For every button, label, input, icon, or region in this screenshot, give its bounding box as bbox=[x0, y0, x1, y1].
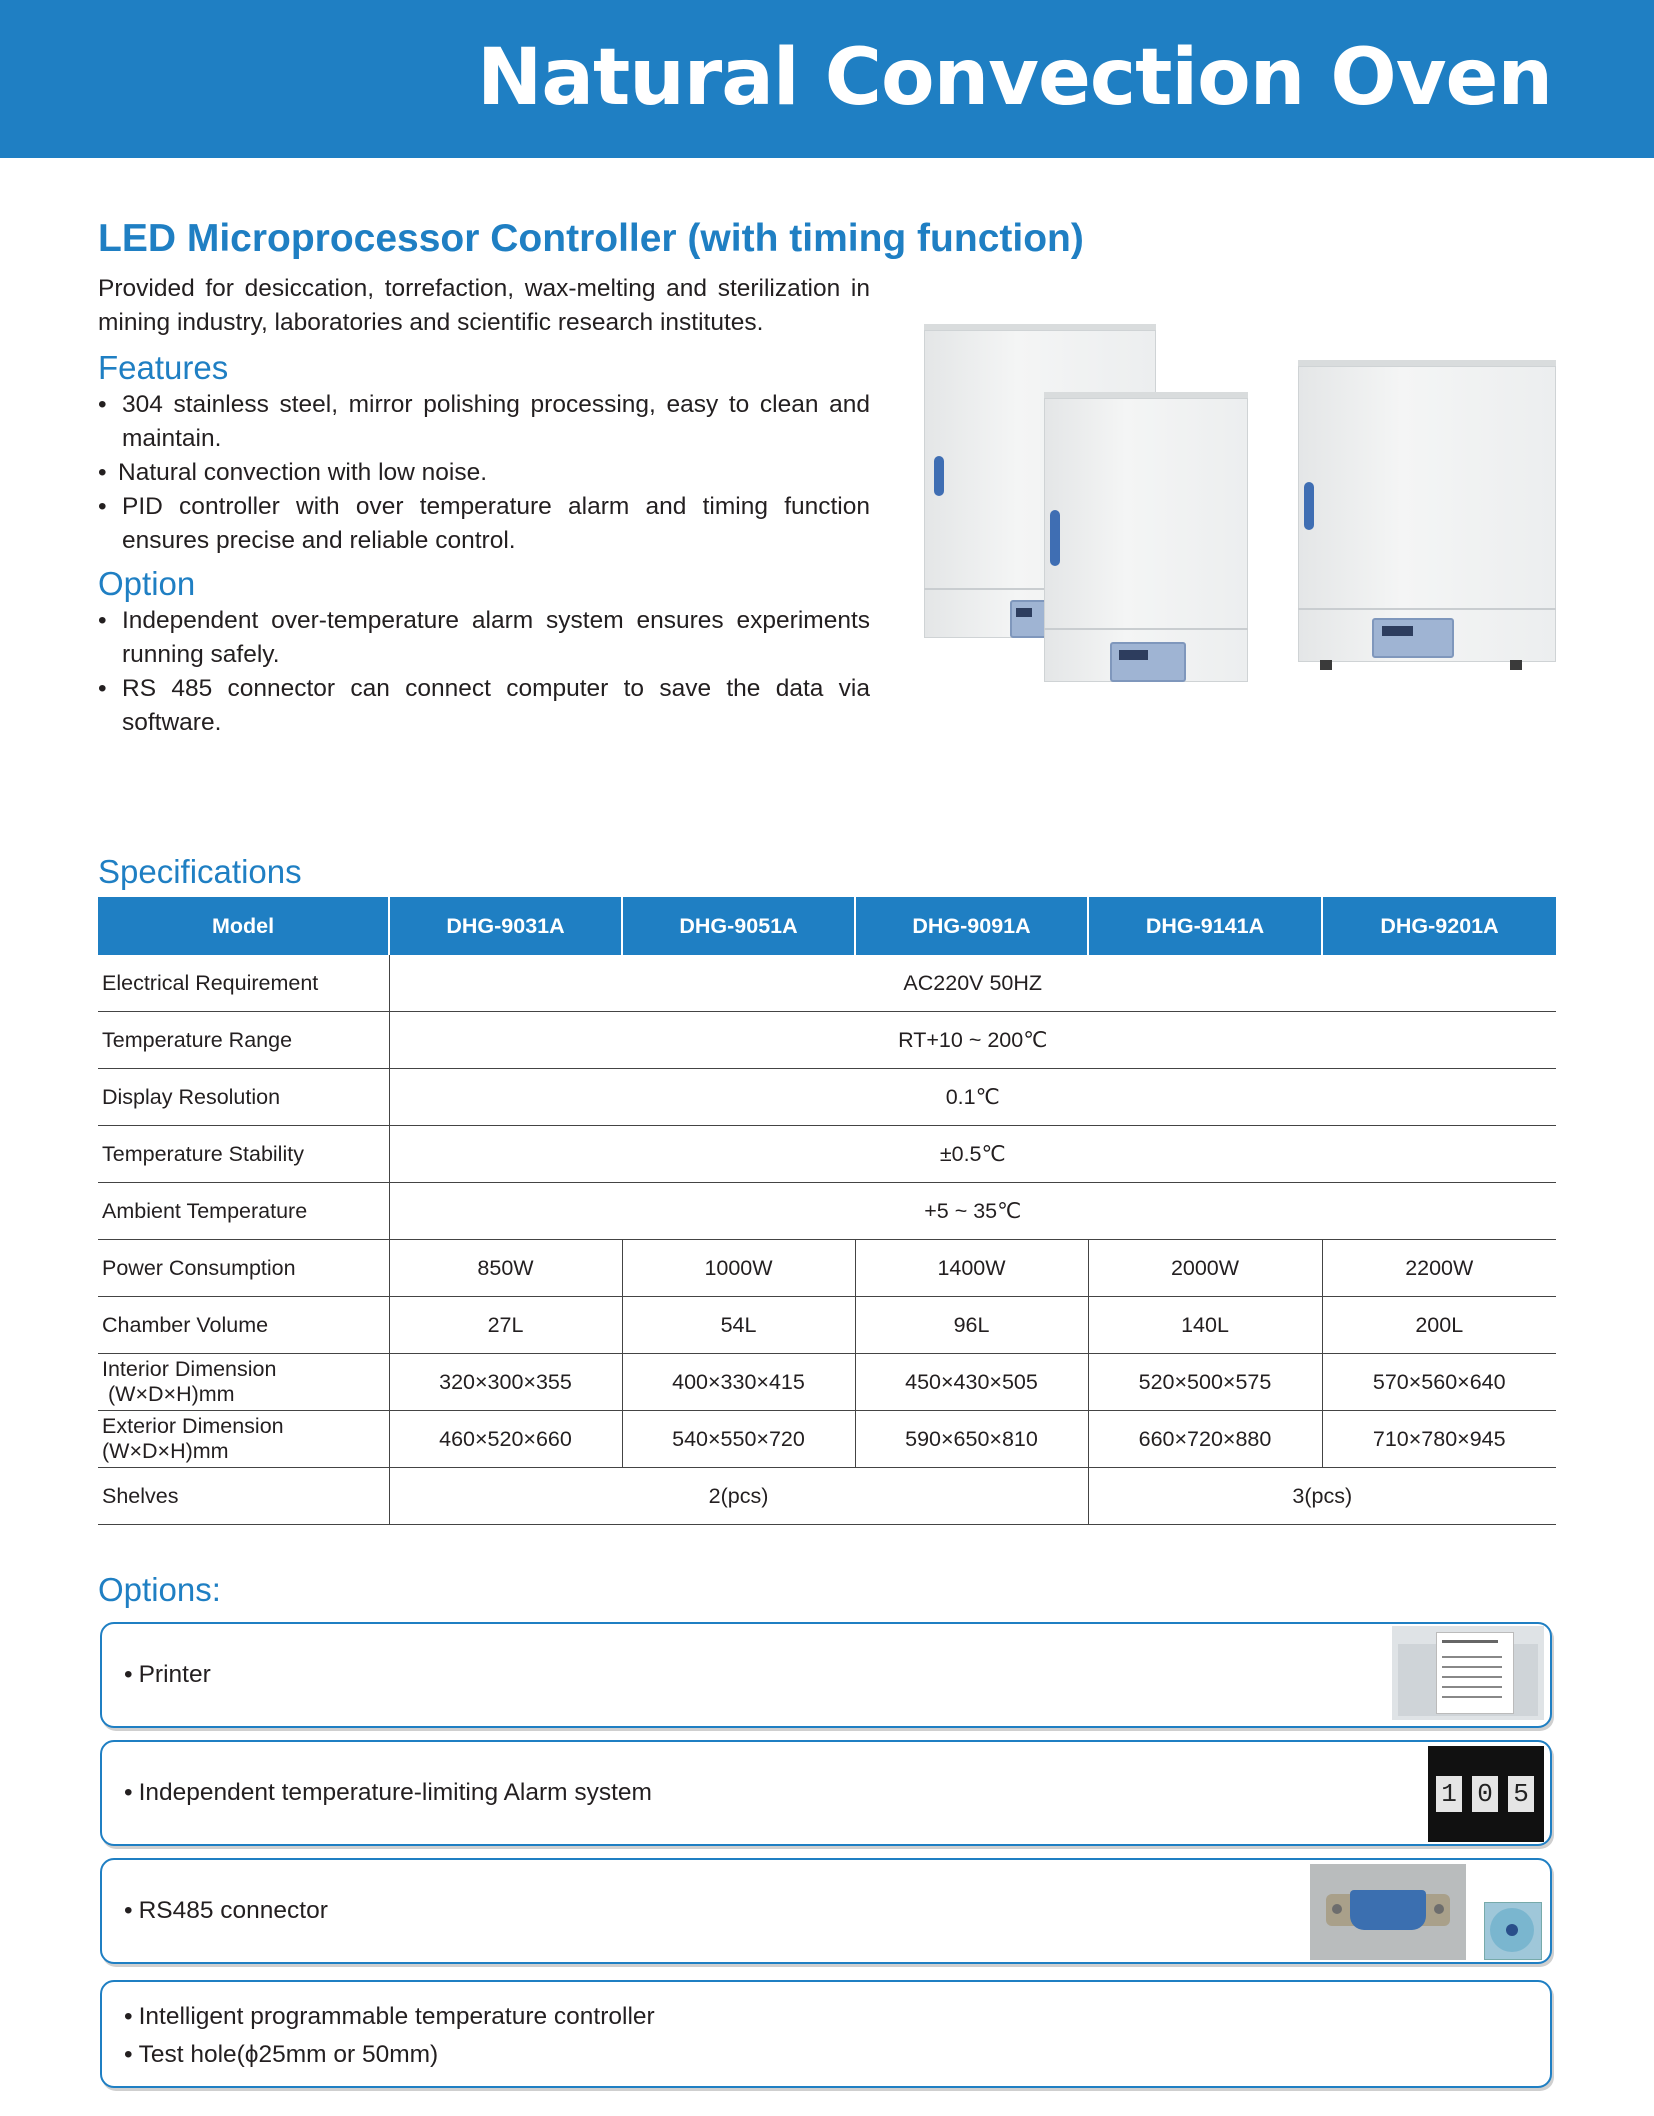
table-cell: 540×550×720 bbox=[622, 1411, 855, 1468]
table-cell: 850W bbox=[389, 1240, 622, 1297]
table-row bbox=[98, 1240, 1556, 1297]
option-text: • Test hole(ϕ25mm or 50mm) bbox=[124, 2041, 439, 2068]
option-box-alarm bbox=[100, 1740, 1552, 1846]
row-label-line: (W×D×H)mm bbox=[102, 1439, 229, 1463]
table-row bbox=[98, 1126, 1556, 1183]
option-text: • RS485 connector bbox=[124, 1897, 328, 1924]
row-label: Ambient Temperature bbox=[98, 1183, 389, 1240]
table-row bbox=[98, 1012, 1556, 1069]
table-cell: +5 ~ 35℃ bbox=[389, 1183, 1556, 1240]
option-list bbox=[98, 604, 870, 740]
options-heading: Options: bbox=[98, 1571, 221, 1608]
option-text: • Intelligent programmable temperature controller bbox=[124, 2003, 655, 2030]
specifications-heading: Specifications bbox=[98, 853, 302, 890]
row-label: Temperature Stability bbox=[98, 1126, 389, 1183]
features-heading: Features bbox=[98, 349, 229, 386]
table-row bbox=[98, 955, 1556, 1012]
spec-table bbox=[98, 897, 1556, 1525]
option-text: • Independent temperature-limiting Alarm system bbox=[124, 1779, 652, 1806]
table-cell: 400×330×415 bbox=[622, 1354, 855, 1411]
row-label-line: Interior Dimension bbox=[102, 1357, 277, 1381]
row-label: Chamber Volume bbox=[98, 1297, 389, 1354]
option-box-rs485 bbox=[100, 1858, 1552, 1964]
column-header: Model bbox=[98, 897, 389, 955]
table-cell: 27L bbox=[389, 1297, 622, 1354]
table-row bbox=[98, 1354, 1556, 1411]
option-label: Independent temperature-limiting Alarm system bbox=[138, 1779, 652, 1806]
table-cell: 590×650×810 bbox=[855, 1411, 1088, 1468]
option-box-controller bbox=[100, 1980, 1552, 2088]
column-header: DHG-9141A bbox=[1088, 897, 1322, 955]
features-list bbox=[98, 388, 870, 558]
control-panel-icon bbox=[1372, 618, 1454, 658]
option-item: • RS 485 connector can connect computer to save the data via software. bbox=[98, 672, 870, 740]
dial-digit: 0 bbox=[1472, 1776, 1498, 1812]
row-label: Display Resolution bbox=[98, 1069, 389, 1126]
table-row bbox=[98, 1183, 1556, 1240]
table-row bbox=[98, 1069, 1556, 1126]
control-panel-icon bbox=[1110, 642, 1186, 682]
rs485-connector-image bbox=[1310, 1864, 1466, 1960]
oven-handle-icon bbox=[934, 456, 944, 496]
option-heading: Option bbox=[98, 565, 196, 602]
table-cell: 2200W bbox=[1322, 1240, 1556, 1297]
table-cell: 2000W bbox=[1088, 1240, 1322, 1297]
page-title: Natural Convection Oven bbox=[477, 33, 1552, 123]
table-cell: 570×560×640 bbox=[1322, 1354, 1556, 1411]
option-label: Printer bbox=[138, 1661, 211, 1688]
product-subtitle: LED Microprocessor Controller (with timing function) bbox=[98, 217, 1084, 260]
table-cell: 460×520×660 bbox=[389, 1411, 622, 1468]
oven-image-medium bbox=[1298, 360, 1556, 670]
printer-image bbox=[1392, 1626, 1544, 1720]
table-cell: 140L bbox=[1088, 1297, 1322, 1354]
column-header: DHG-9201A bbox=[1322, 897, 1556, 955]
oven-handle-icon bbox=[1050, 510, 1060, 566]
table-cell: 3(pcs) bbox=[1088, 1468, 1556, 1525]
row-label: Temperature Range bbox=[98, 1012, 389, 1069]
table-cell: 96L bbox=[855, 1297, 1088, 1354]
intro-paragraph: Provided for desiccation, torrefaction, wax-melting and sterilization in mining industry, laboratories and scientific research institutes. bbox=[98, 275, 870, 336]
row-label-line: Exterior Dimension bbox=[102, 1414, 284, 1438]
table-cell: 450×430×505 bbox=[855, 1354, 1088, 1411]
table-cell: AC220V 50HZ bbox=[389, 955, 1556, 1012]
option-label: Test hole(ϕ25mm or 50mm) bbox=[138, 2041, 439, 2068]
table-cell: 1000W bbox=[622, 1240, 855, 1297]
table-row bbox=[98, 1297, 1556, 1354]
table-cell: RT+10 ~ 200℃ bbox=[389, 1012, 1556, 1069]
option-label: RS485 connector bbox=[138, 1897, 328, 1924]
table-cell: 320×300×355 bbox=[389, 1354, 622, 1411]
features-item: • 304 stainless steel, mirror polishing processing, easy to clean and maintain. bbox=[98, 388, 870, 456]
option-label: Intelligent programmable temperature controller bbox=[138, 2003, 655, 2030]
column-header: DHG-9091A bbox=[855, 897, 1088, 955]
dial-digit: 5 bbox=[1508, 1776, 1534, 1812]
row-label bbox=[98, 1354, 389, 1411]
table-cell: 1400W bbox=[855, 1240, 1088, 1297]
table-cell: ±0.5℃ bbox=[389, 1126, 1556, 1183]
table-cell: 710×780×945 bbox=[1322, 1411, 1556, 1468]
row-label: Power Consumption bbox=[98, 1240, 389, 1297]
dial-digit: 1 bbox=[1436, 1776, 1462, 1812]
table-cell: 0.1℃ bbox=[389, 1069, 1556, 1126]
table-row bbox=[98, 1468, 1556, 1525]
table-row bbox=[98, 1411, 1556, 1468]
alarm-dial-image bbox=[1428, 1746, 1544, 1842]
software-cd-icon bbox=[1478, 1900, 1544, 1960]
table-cell: 200L bbox=[1322, 1297, 1556, 1354]
row-label-line: (W×D×H)mm bbox=[108, 1382, 235, 1406]
table-cell: 660×720×880 bbox=[1088, 1411, 1322, 1468]
table-cell: 2(pcs) bbox=[389, 1468, 1088, 1525]
oven-handle-icon bbox=[1304, 482, 1314, 530]
column-header: DHG-9031A bbox=[389, 897, 622, 955]
option-item: • Independent over-temperature alarm system ensures experiments running safely. bbox=[98, 604, 870, 672]
oven-image-small bbox=[1044, 392, 1248, 690]
table-cell: 520×500×575 bbox=[1088, 1354, 1322, 1411]
header-bar bbox=[0, 0, 1654, 158]
option-text: • Printer bbox=[124, 1661, 211, 1688]
table-cell: 54L bbox=[622, 1297, 855, 1354]
option-box-printer bbox=[100, 1622, 1552, 1728]
row-label: Shelves bbox=[98, 1468, 389, 1525]
column-header: DHG-9051A bbox=[622, 897, 855, 955]
row-label: Electrical Requirement bbox=[98, 955, 389, 1012]
features-item: • Natural convection with low noise. bbox=[98, 456, 870, 490]
table-header-row bbox=[98, 897, 1556, 955]
row-label bbox=[98, 1411, 389, 1468]
features-item: • PID controller with over temperature alarm and timing function ensures precise and reliable control. bbox=[98, 490, 870, 558]
